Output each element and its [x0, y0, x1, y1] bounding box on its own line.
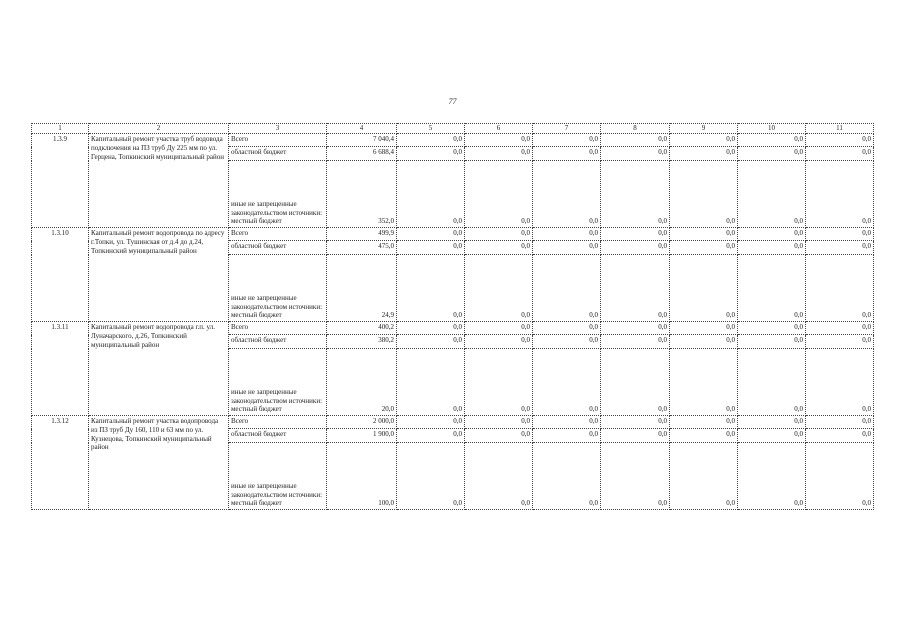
table-cell: 0,0: [533, 134, 601, 147]
table-cell: 0,0: [806, 228, 874, 241]
table-cell: 0,0: [533, 147, 601, 161]
column-header: 1: [32, 124, 89, 134]
column-header: 6: [465, 124, 533, 134]
table-cell: 0,0: [533, 416, 601, 429]
funding-source: иные не запрещенные законодательством источники: местный бюджет: [229, 255, 327, 322]
table-cell: 0,0: [397, 349, 465, 416]
table-cell: 0,0: [670, 335, 738, 349]
table-cell: 0,0: [670, 134, 738, 147]
item-code: 1.3.10: [32, 228, 89, 322]
table-cell: 0,0: [465, 134, 533, 147]
table-row: [32, 322, 874, 335]
item-name: Капитальный ремонт водопровода по адресу г.Топки, ул. Тушинская от д.4 до д.24, Топкинский муниципальный район: [89, 228, 229, 322]
table-cell: 0,0: [465, 161, 533, 228]
table-cell: 2 000,0: [327, 416, 397, 429]
table-cell: 0,0: [738, 147, 806, 161]
table-cell: 400,2: [327, 322, 397, 335]
item-code: 1.3.11: [32, 322, 89, 416]
funding-source: Всего: [229, 134, 327, 147]
funding-source: иные не запрещенные законодательством источники: местный бюджет: [229, 161, 327, 228]
table-cell: 0,0: [601, 241, 670, 255]
table-row: [32, 134, 874, 147]
budget-table: [31, 123, 874, 510]
column-header: 4: [327, 124, 397, 134]
table-cell: 475,0: [327, 241, 397, 255]
funding-source: областной бюджет: [229, 147, 327, 161]
table-cell: 0,0: [670, 147, 738, 161]
table-cell: 0,0: [738, 241, 806, 255]
table-cell: 0,0: [670, 255, 738, 322]
table-cell: 352,0: [327, 161, 397, 228]
funding-source: Всего: [229, 416, 327, 429]
table-cell: 0,0: [397, 255, 465, 322]
table-cell: 0,0: [670, 228, 738, 241]
table-cell: 0,0: [738, 443, 806, 510]
table-cell: 0,0: [465, 147, 533, 161]
table-cell: 100,0: [327, 443, 397, 510]
funding-source: областной бюджет: [229, 335, 327, 349]
table-cell: 380,2: [327, 335, 397, 349]
table-cell: 0,0: [601, 147, 670, 161]
table-cell: 0,0: [397, 134, 465, 147]
table-cell: 0,0: [533, 429, 601, 443]
table-cell: 0,0: [533, 241, 601, 255]
table-cell: 0,0: [601, 322, 670, 335]
table-cell: 0,0: [601, 228, 670, 241]
column-header: 8: [601, 124, 670, 134]
table-cell: 0,0: [806, 429, 874, 443]
column-header: 9: [670, 124, 738, 134]
table-cell: 0,0: [601, 161, 670, 228]
table-cell: 0,0: [806, 134, 874, 147]
table-cell: 7 040,4: [327, 134, 397, 147]
funding-source: областной бюджет: [229, 241, 327, 255]
table-cell: 0,0: [601, 416, 670, 429]
page-number: 77: [448, 97, 457, 106]
table-cell: 0,0: [465, 322, 533, 335]
table-cell: 0,0: [397, 161, 465, 228]
table-cell: 0,0: [738, 349, 806, 416]
funding-source: иные не запрещенные законодательством источники: местный бюджет: [229, 349, 327, 416]
table-cell: 0,0: [397, 147, 465, 161]
table-cell: 0,0: [806, 335, 874, 349]
table-cell: 0,0: [465, 255, 533, 322]
header-row: [32, 124, 874, 134]
table-cell: 0,0: [806, 147, 874, 161]
table-cell: 0,0: [738, 228, 806, 241]
table-cell: 0,0: [397, 322, 465, 335]
table-cell: 0,0: [465, 443, 533, 510]
funding-source: областной бюджет: [229, 429, 327, 443]
column-header: 5: [397, 124, 465, 134]
table-row: [32, 228, 874, 241]
table-cell: 0,0: [533, 322, 601, 335]
table-cell: 0,0: [533, 255, 601, 322]
funding-source: Всего: [229, 228, 327, 241]
table-cell: 0,0: [738, 134, 806, 147]
table-cell: 0,0: [670, 161, 738, 228]
table-cell: 0,0: [806, 349, 874, 416]
table-cell: 0,0: [533, 335, 601, 349]
column-header: 7: [533, 124, 601, 134]
table-cell: 0,0: [533, 161, 601, 228]
table-cell: 0,0: [670, 429, 738, 443]
table-cell: 0,0: [465, 241, 533, 255]
funding-source: иные не запрещенные законодательством источники: местный бюджет: [229, 443, 327, 510]
table-cell: 0,0: [601, 429, 670, 443]
table-cell: 0,0: [533, 443, 601, 510]
table-cell: 0,0: [670, 322, 738, 335]
table-cell: 1 900,0: [327, 429, 397, 443]
item-name: Капитальный ремонт участка труб водовода подключения на ПЗ труб Ду 225 мм по ул. Герцена, Топкинский муниципальный район: [89, 134, 229, 228]
table-cell: 499,9: [327, 228, 397, 241]
table-cell: 0,0: [533, 349, 601, 416]
table-cell: 20,0: [327, 349, 397, 416]
funding-source: Всего: [229, 322, 327, 335]
table-cell: 0,0: [670, 443, 738, 510]
table-cell: 0,0: [806, 161, 874, 228]
table-cell: 0,0: [397, 443, 465, 510]
table-cell: 0,0: [806, 416, 874, 429]
table-cell: 0,0: [465, 335, 533, 349]
column-header: 10: [738, 124, 806, 134]
table-cell: 0,0: [738, 255, 806, 322]
table-cell: 0,0: [601, 443, 670, 510]
table-cell: 0,0: [601, 335, 670, 349]
table-cell: 0,0: [465, 416, 533, 429]
table-cell: 0,0: [533, 228, 601, 241]
table-cell: 0,0: [601, 134, 670, 147]
table-cell: 0,0: [806, 443, 874, 510]
item-code: 1.3.9: [32, 134, 89, 228]
table-cell: 0,0: [806, 241, 874, 255]
column-header: 3: [229, 124, 327, 134]
table-cell: 0,0: [738, 161, 806, 228]
table-cell: 0,0: [738, 416, 806, 429]
table-cell: 6 688,4: [327, 147, 397, 161]
table-cell: 0,0: [601, 349, 670, 416]
table-cell: 0,0: [465, 349, 533, 416]
table-cell: 0,0: [465, 228, 533, 241]
table-cell: 0,0: [397, 228, 465, 241]
table-cell: 0,0: [738, 335, 806, 349]
table-cell: 0,0: [806, 255, 874, 322]
table-cell: 0,0: [670, 416, 738, 429]
table-cell: 0,0: [601, 255, 670, 322]
table-cell: 0,0: [806, 322, 874, 335]
table-row: [32, 416, 874, 429]
table-cell: 0,0: [397, 241, 465, 255]
column-header: 11: [806, 124, 874, 134]
item-name: Капитальный ремонт водопровода г.п. ул. Луначарского, д.26, Топкинский муниципальный район: [89, 322, 229, 416]
table-cell: 0,0: [670, 241, 738, 255]
column-header: 2: [89, 124, 229, 134]
item-code: 1.3.12: [32, 416, 89, 510]
table-cell: 0,0: [465, 429, 533, 443]
table-cell: 0,0: [397, 429, 465, 443]
table-cell: 24,9: [327, 255, 397, 322]
table-cell: 0,0: [670, 349, 738, 416]
table-cell: 0,0: [397, 335, 465, 349]
table-cell: 0,0: [738, 429, 806, 443]
table-cell: 0,0: [738, 322, 806, 335]
table-cell: 0,0: [397, 416, 465, 429]
item-name: Капитальный ремонт участка водопровода из ПЗ труб Ду 160, 110 и 63 мм по ул. Кузнецова, Топкинский муниципальный район: [89, 416, 229, 510]
